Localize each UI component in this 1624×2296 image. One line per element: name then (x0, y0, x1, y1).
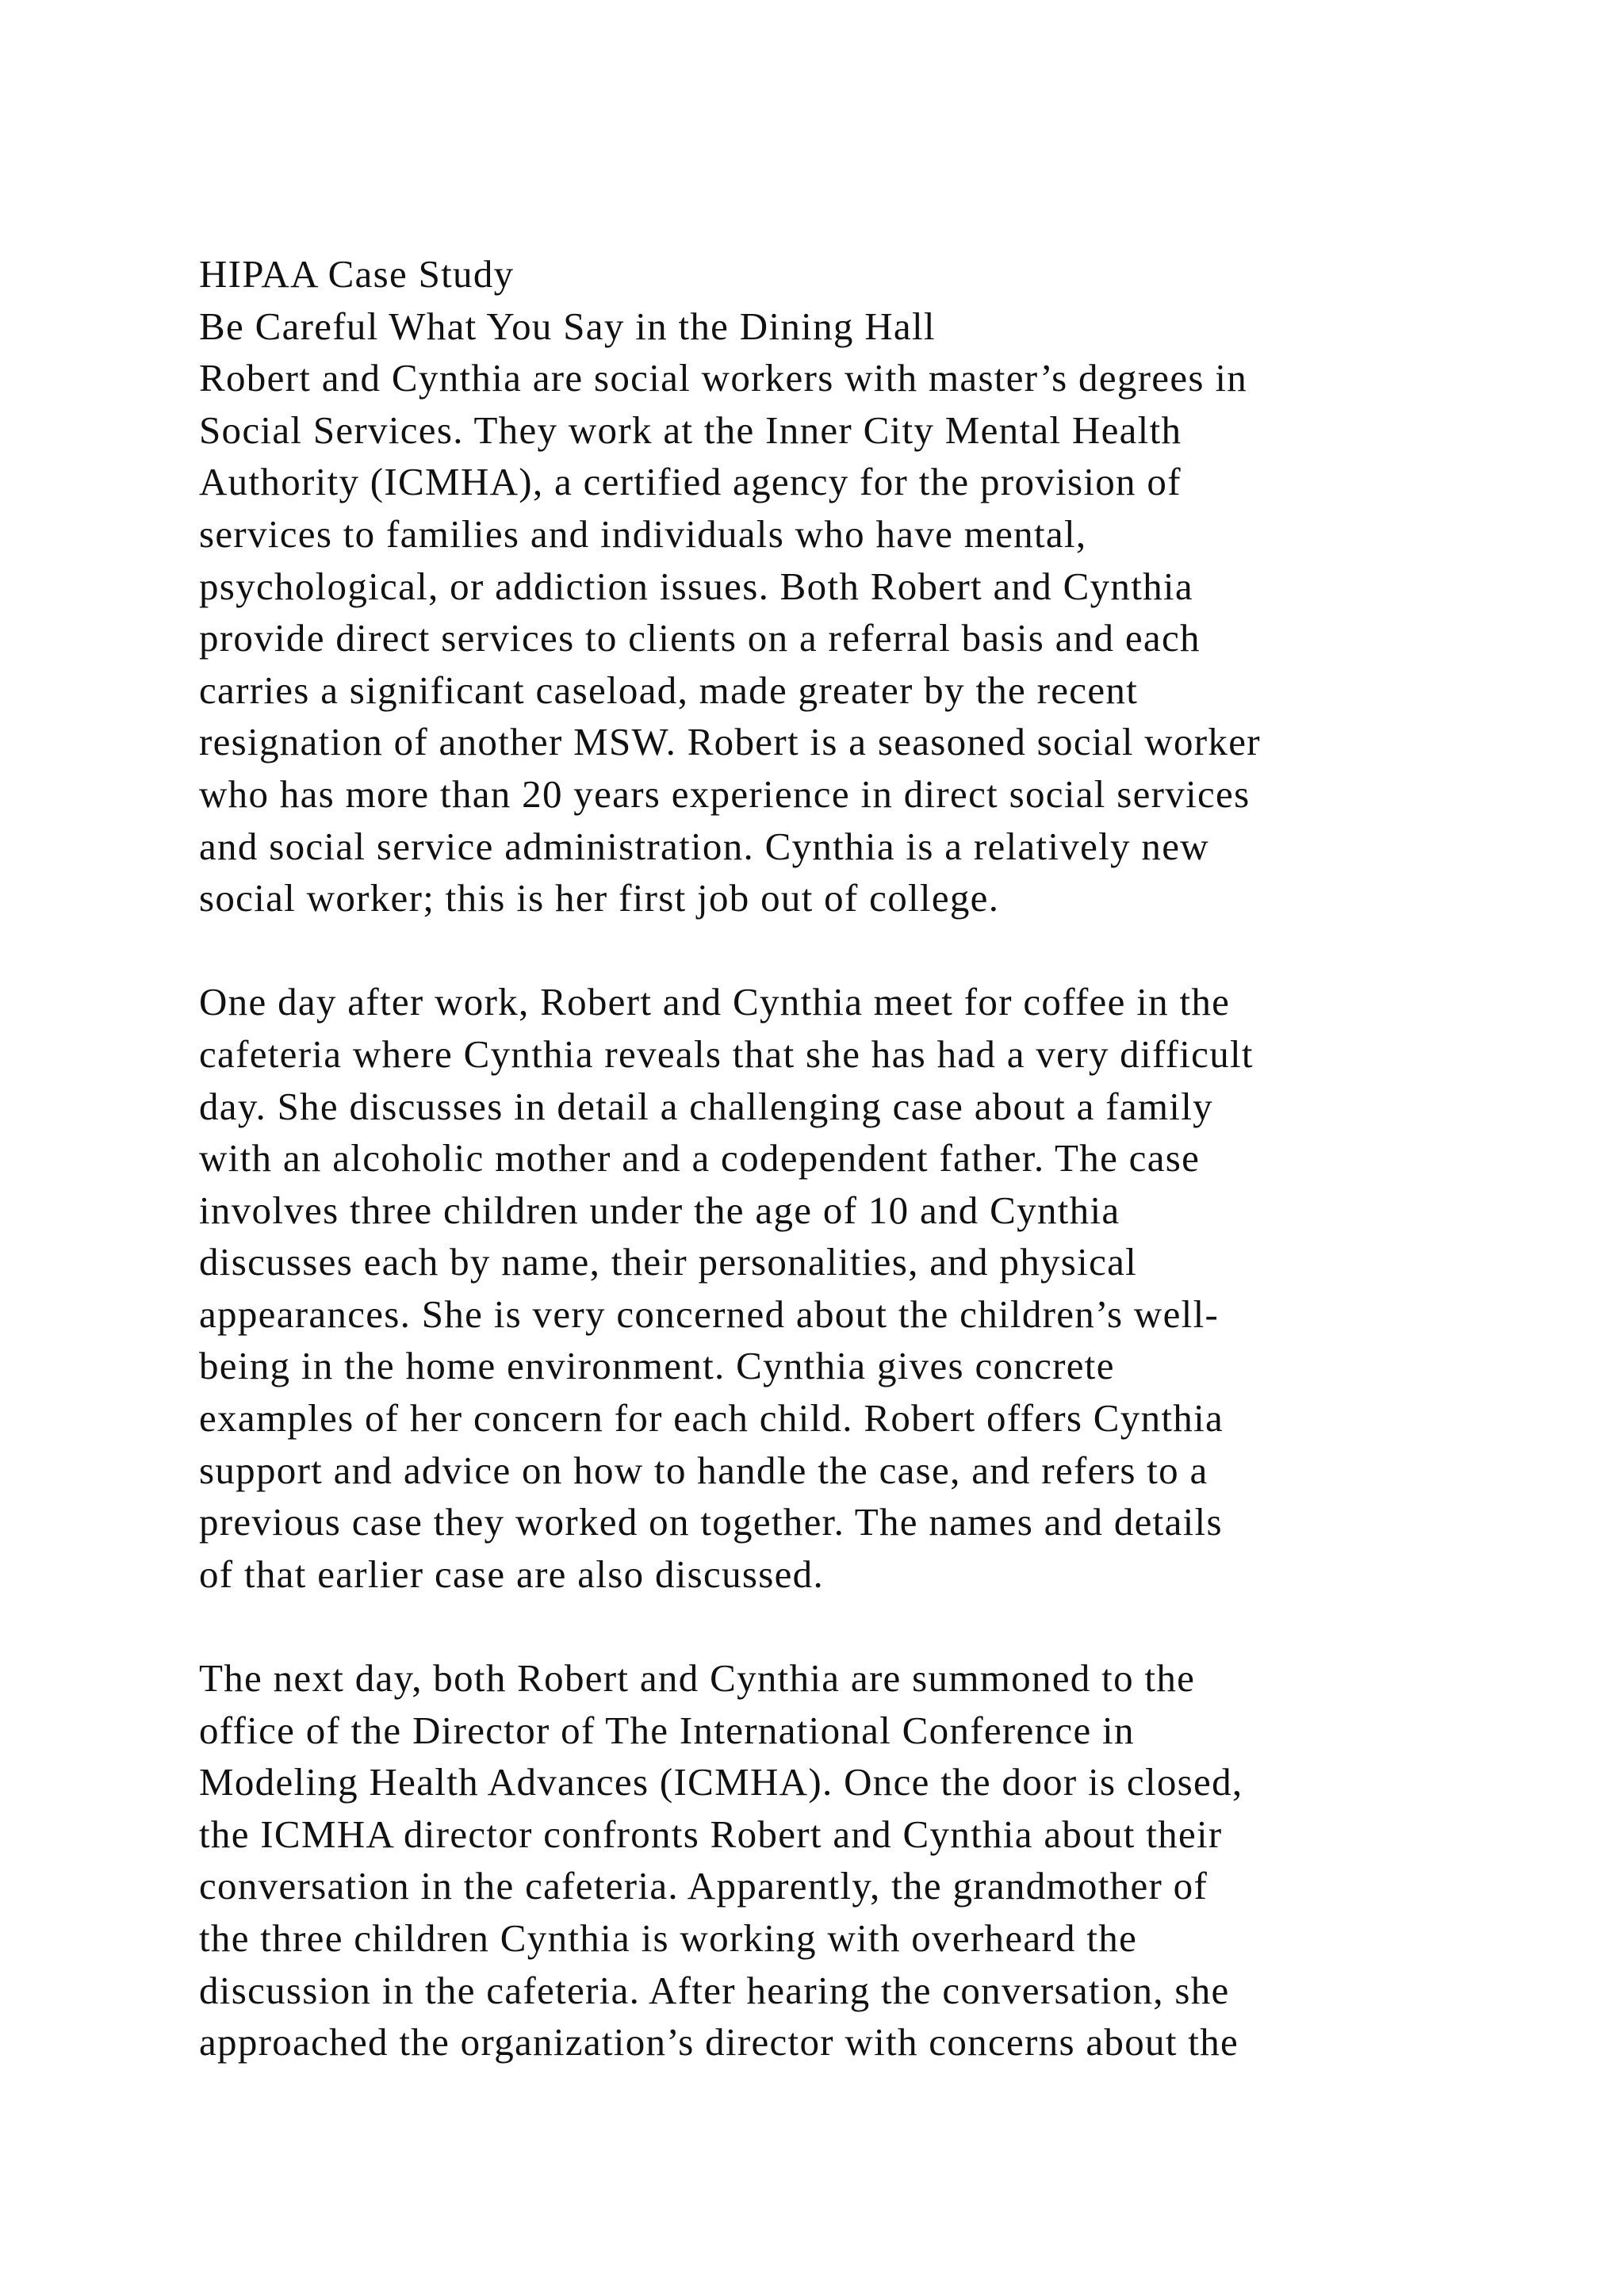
text-line: support and advice on how to handle the case, and refers to a (199, 1448, 1208, 1492)
text-line: Robert and Cynthia are social workers with master’s degrees in (199, 356, 1248, 400)
paragraph-1 (199, 352, 1500, 924)
text-line: who has more than 20 years experience in direct social services (199, 771, 1251, 816)
text-line: involves three children under the age of 10 and Cynthia (199, 1188, 1120, 1232)
text-line: psychological, or addiction issues. Both Robert and Cynthia (199, 564, 1193, 608)
text-line: the three children Cynthia is working with overheard the (199, 1916, 1138, 1960)
text-line: resignation of another MSW. Robert is a seasoned social worker (199, 720, 1261, 764)
text-line: appearances. She is very concerned about the children’s well- (199, 1292, 1220, 1336)
text-line: cafeteria where Cynthia reveals that she has had a very difficult (199, 1031, 1254, 1076)
text-line: social worker; this is her first job out of college. (199, 876, 1000, 920)
document-title: HIPAA Case Study (199, 252, 515, 296)
text-line: discussion in the cafeteria. After hearing the conversation, she (199, 1968, 1230, 2012)
text-line: services to families and individuals who have mental, (199, 511, 1087, 556)
text-line: The next day, both Robert and Cynthia are summoned to the (199, 1656, 1196, 1701)
paragraph-3 (199, 1652, 1500, 2068)
text-line: of that earlier case are also discussed. (199, 1552, 825, 1596)
paragraph-spacer (199, 1600, 1500, 1652)
text-line: approached the organization’s director with concerns about the (199, 2020, 1239, 2064)
text-line: One day after work, Robert and Cynthia meet for coffee in the (199, 980, 1231, 1024)
document-body (199, 248, 1500, 2068)
paragraph-2 (199, 976, 1500, 1600)
text-line: the ICMHA director confronts Robert and Cynthia about their (199, 1812, 1223, 1856)
text-line: discusses each by name, their personalities, and physical (199, 1240, 1138, 1284)
text-line: conversation in the cafeteria. Apparently, the grandmother of (199, 1864, 1208, 1908)
text-line: previous case they worked on together. The names and details (199, 1500, 1223, 1544)
paragraph-spacer (199, 924, 1500, 977)
text-line: office of the Director of The International Conference in (199, 1708, 1135, 1752)
text-line: Authority (ICMHA), a certified agency for the provision of (199, 460, 1182, 504)
text-line: and social service administration. Cynthia is a relatively new (199, 824, 1209, 868)
text-line: day. She discusses in detail a challenging case about a family (199, 1084, 1213, 1128)
text-line: with an alcoholic mother and a codependent father. The case (199, 1136, 1201, 1181)
text-line: carries a significant caseload, made greater by the recent (199, 668, 1139, 712)
text-line: Social Services. They work at the Inner City Mental Health (199, 408, 1182, 452)
text-line: provide direct services to clients on a referral basis and each (199, 616, 1201, 660)
document-subtitle: Be Careful What You Say in the Dining Hall (199, 304, 936, 348)
text-line: examples of her concern for each child. Robert offers Cynthia (199, 1396, 1224, 1441)
text-line: Modeling Health Advances (ICMHA). Once the door is closed, (199, 1760, 1243, 1804)
text-line: being in the home environment. Cynthia gives concrete (199, 1344, 1115, 1388)
